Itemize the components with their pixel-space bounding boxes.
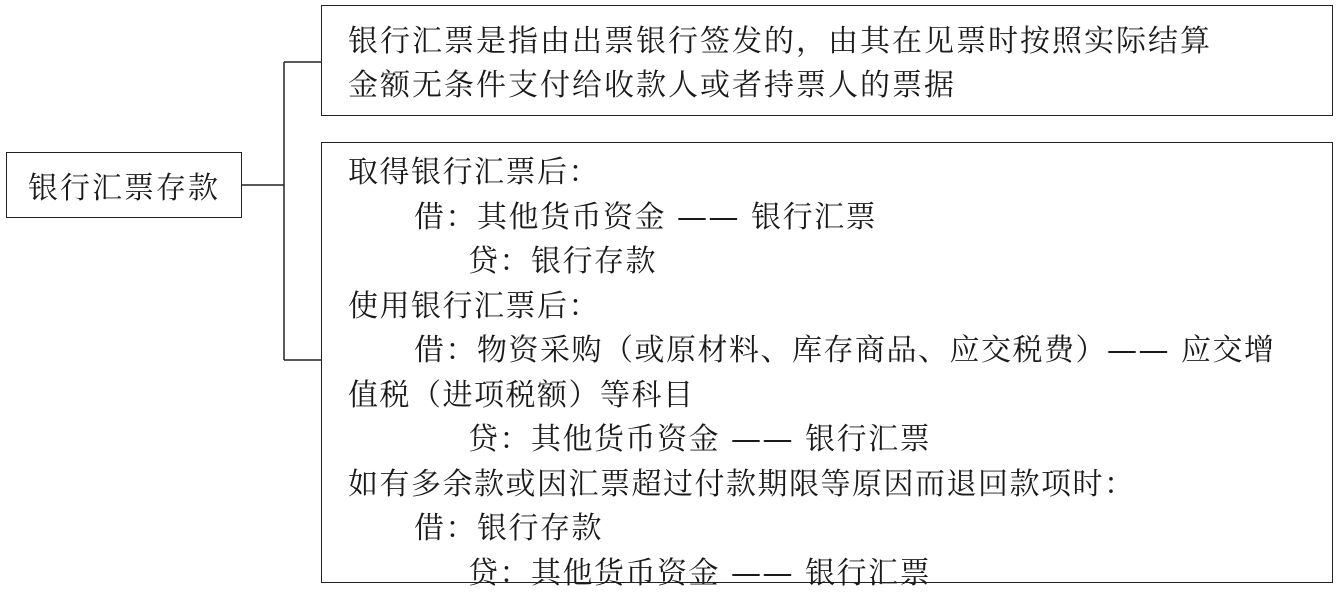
journal-entries-box: [321, 142, 1333, 583]
entry-line: 贷：其他货币资金 —— 银行汇票: [348, 418, 1332, 463]
entry-line: 贷：银行存款: [348, 240, 1332, 285]
entry-heading-line: 值税（进项税额）等科目: [348, 374, 1332, 419]
entry-line: 借：物资采购（或原材料、库存商品、应交税费）—— 应交增: [348, 329, 1332, 374]
root-node: [6, 152, 242, 218]
definition-line: 金额无条件支付给收款人或者持票人的票据: [348, 64, 1332, 108]
definition-line: 银行汇票是指由出票银行签发的，由其在见票时按照实际结算: [348, 20, 1332, 64]
entry-line: 借：银行存款: [348, 507, 1332, 552]
entry-line: 借：其他货币资金 —— 银行汇票: [348, 196, 1332, 241]
definition-box: [321, 5, 1333, 116]
entry-heading-line: 使用银行汇票后：: [348, 285, 1332, 330]
entry-line: 贷：其他货币资金 —— 银行汇票: [348, 552, 1332, 596]
entry-heading-line: 如有多余款或因汇票超过付款期限等原因而退回款项时：: [348, 463, 1332, 508]
root-label: 银行汇票存款: [28, 163, 220, 207]
entry-heading-line: 取得银行汇票后：: [348, 151, 1332, 196]
